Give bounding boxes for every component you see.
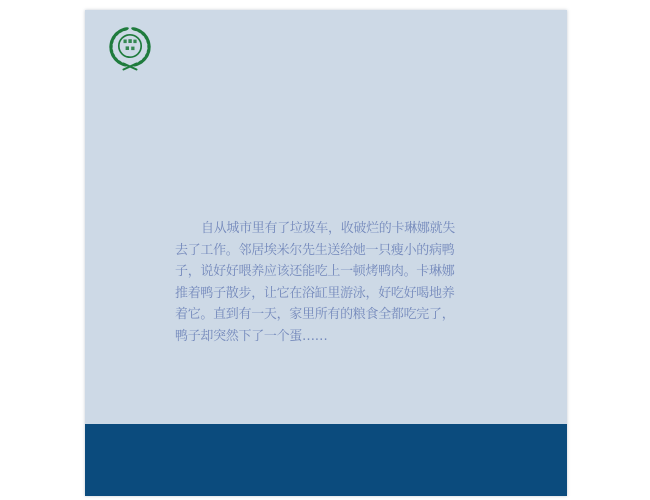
story-line: 去了工作。邻居埃米尔先生送给她一只瘦小的病鸭 bbox=[175, 242, 455, 258]
laurel-wreath-icon bbox=[105, 26, 155, 72]
story-line: 着它。直到有一天，家里所有的粮食全都吃完了， bbox=[175, 307, 455, 323]
book-page bbox=[85, 10, 567, 496]
story-text bbox=[175, 218, 467, 348]
story-line: 子，说好好喂养应该还能吃上一顿烤鸭肉。卡琳娜 bbox=[175, 264, 455, 280]
story-line: 推着鸭子散步，让它在浴缸里游泳，好吃好喝地养 bbox=[175, 285, 455, 301]
publisher-logo bbox=[105, 26, 155, 72]
footer-band bbox=[85, 424, 567, 496]
story-line: 自从城市里有了垃圾车，收破烂的卡琳娜就失 bbox=[201, 221, 456, 236]
story-line: 鸭子却突然下了一个蛋…… bbox=[175, 328, 328, 344]
